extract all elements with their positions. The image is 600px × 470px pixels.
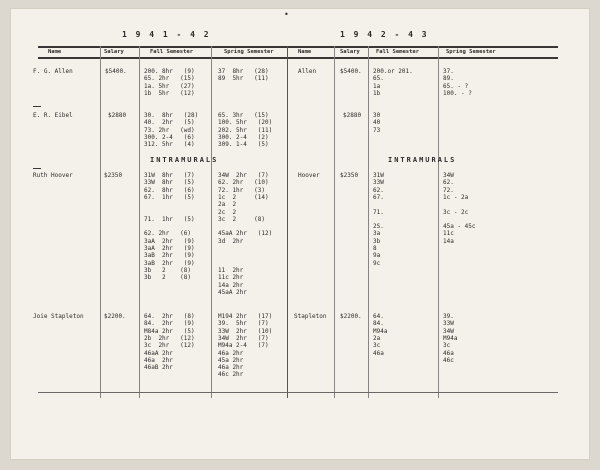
col-divider (211, 46, 212, 398)
course-entry: 3c (443, 342, 451, 350)
course-entry: 72. 1hr (3) (218, 186, 265, 194)
col-divider (139, 46, 140, 398)
col-divider-center (287, 46, 288, 398)
course-entry: 67. (373, 193, 384, 201)
course-entry: 67. 1hr (5) (144, 193, 195, 201)
course-entry: 9a (373, 252, 381, 260)
header-name: Name (298, 49, 312, 55)
col-divider (100, 46, 101, 398)
course-entry: 34W 2hr (7) (218, 172, 269, 179)
course-entry: 62. (373, 186, 384, 194)
instructor-name: Allen (298, 68, 317, 75)
course-entry: 1b (373, 89, 381, 97)
course-entry: 300. 2-4 (2) (218, 133, 269, 141)
course-entry: 62. (443, 179, 454, 187)
course-entry: 62. 2hr (10) (218, 179, 269, 187)
course-entry: 11c 2hr (218, 274, 244, 282)
course-entry: 14a (443, 237, 454, 245)
course-entry: 1b 5hr (12) (144, 89, 195, 97)
col-divider (368, 46, 369, 398)
course-entry: 33W (373, 179, 384, 187)
course-entry: 100. 5hr (20) (218, 119, 273, 127)
header-fall: Fall Semester (376, 49, 420, 55)
intramurals-label: INTRAMURALS (150, 156, 219, 164)
course-entry: 33W 8hr (5) (144, 179, 195, 187)
header-rule-bottom (38, 57, 558, 59)
course-entry: 100. - ? (443, 89, 472, 97)
course-entry: 2S. (373, 223, 384, 231)
course-entry: 65. 2hr (15) (144, 75, 195, 83)
header-spring: Spring Semester (446, 49, 496, 55)
bottom-rule (38, 392, 558, 393)
course-entry: 3aB 2hr (9) (144, 252, 195, 260)
course-entry: 46aB 2hr (144, 364, 173, 372)
course-entry: 34W (443, 172, 454, 179)
course-entry: 45aA 2hr (218, 288, 247, 296)
course-entry: 1c - 2a (443, 193, 469, 201)
salary: $2350 (340, 172, 359, 179)
instructor-name: Joie Stapleton (33, 313, 84, 320)
course-entry: 31W 8hr (7) (144, 172, 195, 179)
salary: $2200. (104, 313, 126, 320)
course-entry: 30 (373, 112, 381, 119)
header-name: Name (48, 49, 62, 55)
course-entry: 73. 2hr (wd) (144, 126, 195, 134)
course-entry: 62. 2hr (6) (144, 230, 191, 238)
course-entry: 3c - 2c (443, 208, 469, 216)
course-entry: 89. (443, 75, 454, 83)
course-entry: 1a (373, 82, 381, 90)
header-salary: Salary (340, 49, 360, 55)
course-entry: 3b (373, 237, 381, 245)
course-entry: 46a 2hr (144, 356, 173, 364)
salary: $2200. (340, 313, 362, 320)
col-divider (438, 46, 439, 398)
course-entry: 33W 2hr (10) (218, 327, 273, 335)
salary: $5400. (340, 68, 362, 75)
course-entry: 46aA 2hr (144, 349, 173, 357)
course-entry: 89 5hr (11) (218, 75, 269, 83)
course-entry: 3d 2hr (218, 237, 244, 245)
course-entry: M194 2hr (17) (218, 313, 273, 320)
year-right: 1 9 4 2 - 4 3 (340, 30, 429, 39)
course-entry: 8 (373, 245, 377, 252)
margin-mark (33, 106, 41, 107)
intramurals-label: INTRAMURALS (388, 156, 457, 164)
course-entry: 11 2hr (218, 266, 244, 274)
course-entry: 200.or 201. (373, 68, 413, 75)
instructor-name: F. G. Allen (33, 68, 73, 75)
course-entry: 45a - 45c (443, 223, 476, 231)
course-entry: 11c (443, 230, 454, 238)
course-entry: 9c (373, 259, 381, 267)
course-entry: 300. 2-4 (6) (144, 133, 195, 141)
course-entry: 1c 2 (14) (218, 193, 269, 201)
instructor-name: Ruth Hoover (33, 172, 73, 179)
instructor-name: E. R. Eibel (33, 112, 73, 119)
course-entry: 202. 5hr (11) (218, 126, 273, 134)
header-fall: Fall Semester (150, 49, 194, 55)
course-entry: 3b 2 (8) (144, 274, 191, 282)
header-salary: Salary (104, 49, 124, 55)
course-entry: 3b 2 (8) (144, 266, 191, 274)
course-entry: 2c 2 (218, 208, 237, 216)
course-entry: 312. 5hr (4) (144, 141, 195, 149)
course-entry: 3aB 2hr (9) (144, 259, 195, 267)
header-rule-top (38, 46, 558, 48)
salary: $2880 (343, 112, 362, 119)
course-entry: 73 (373, 126, 381, 134)
course-entry: M94a (373, 327, 388, 335)
course-entry: 34W 2hr (7) (218, 334, 269, 342)
course-entry: 46a 2hr (218, 349, 244, 357)
course-entry: 200. 8hr (9) (144, 68, 195, 75)
course-entry: 39. (443, 313, 454, 320)
course-entry: 62. 8hr (6) (144, 186, 195, 194)
instructor-name: Hoover (298, 172, 320, 179)
header-spring: Spring Semester (224, 49, 274, 55)
course-entry: 84. 2hr (9) (144, 320, 195, 328)
course-entry: M94a 2-4 (7) (218, 342, 269, 350)
course-entry: 46a (443, 349, 454, 357)
course-entry: 45aA 2hr (12) (218, 230, 273, 238)
course-entry: 2a 2 (218, 201, 237, 209)
course-entry: 33W (443, 320, 454, 328)
salary: $2350 (104, 172, 123, 179)
course-entry: 65. - ? (443, 82, 469, 90)
course-entry: 2b 2hr (12) (144, 334, 195, 342)
year-left: 1 9 4 1 - 4 2 (122, 30, 211, 39)
course-entry: 309. 1-4 (5) (218, 141, 269, 149)
course-entry: 34W (443, 327, 454, 335)
course-entry: 84. (373, 320, 384, 328)
course-entry: 3aA 2hr (9) (144, 237, 195, 245)
course-entry: 65. 3hr (15) (218, 112, 269, 119)
course-entry: 31W (373, 172, 384, 179)
salary: $2880 (108, 112, 127, 119)
course-entry: M84a 2hr (5) (144, 327, 195, 335)
course-entry: 46c 2hr (218, 371, 244, 379)
top-mark: • (284, 10, 289, 19)
course-entry: 3c 2 (8) (218, 215, 265, 223)
instructor-name: Stapleton (294, 313, 327, 320)
course-entry: 40 (373, 119, 381, 127)
course-entry: 46a (373, 349, 384, 357)
course-entry: M94a (443, 334, 458, 342)
course-entry: 3a (373, 230, 381, 238)
course-entry: 3c 2hr (12) (144, 342, 195, 350)
course-entry: 46a 2hr (218, 364, 244, 372)
course-entry: 3c (373, 342, 381, 350)
course-entry: 65. (373, 75, 384, 83)
margin-mark (33, 168, 41, 169)
course-entry: 1a. 5hr (27) (144, 82, 195, 90)
course-entry: 71. 1hr (5) (144, 215, 195, 223)
course-entry: 40. 2hr (5) (144, 119, 195, 127)
course-entry: 3aA 2hr (9) (144, 245, 195, 252)
document-sheet (10, 8, 590, 460)
course-entry: 37. (443, 68, 454, 75)
course-entry: 71. (373, 208, 384, 216)
salary: $5400. (105, 68, 127, 75)
course-entry: 72. (443, 186, 454, 194)
course-entry: 14a 2hr (218, 281, 244, 289)
course-entry: 37 8hr (28) (218, 68, 269, 75)
course-entry: 2a (373, 334, 381, 342)
course-entry: 39. 5hr (7) (218, 320, 269, 328)
col-divider (334, 46, 335, 398)
course-entry: 64. 2hr (8) (144, 313, 195, 320)
course-entry: 45a 2hr (218, 356, 244, 364)
course-entry: 64. (373, 313, 384, 320)
course-entry: 46c (443, 356, 454, 364)
course-entry: 30. 8hr (28) (144, 112, 199, 119)
